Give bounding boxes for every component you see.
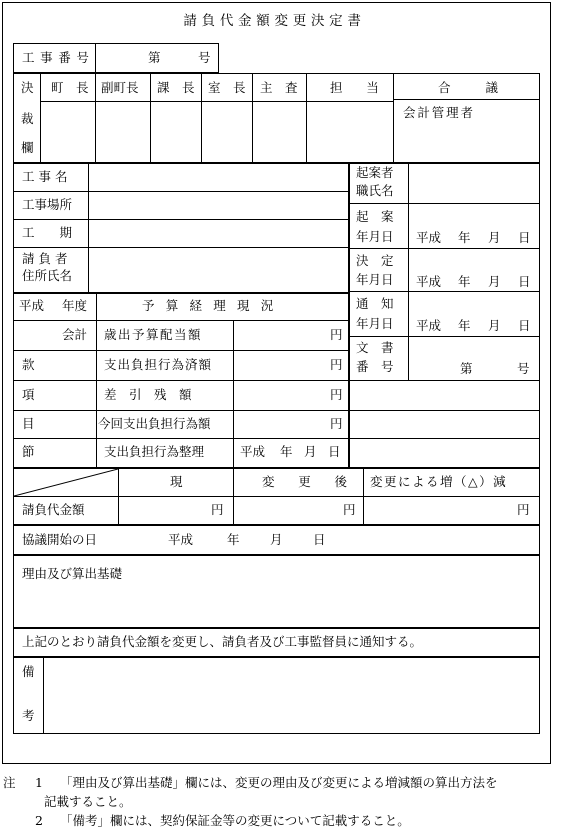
budget-yen-2: 円 (330, 357, 343, 372)
divider (43, 658, 44, 733)
budget-moku-label: 目 (22, 416, 35, 431)
project-number-field[interactable] (108, 52, 138, 66)
divider (40, 74, 41, 162)
notes-label: 注 (3, 775, 16, 790)
budget-yen-3: 円 (330, 387, 343, 402)
divider (350, 336, 539, 337)
draft-date-label-2: 年月日 (356, 229, 394, 244)
divider (350, 410, 539, 411)
budget-date-month: 月 (304, 444, 317, 459)
divider (233, 469, 234, 524)
contract-difference-yen: 円 (517, 502, 530, 517)
divider (95, 74, 96, 162)
note-1-line-1: 「理由及び算出基礎」欄には、変更の理由及び変更による増減額の算出方法を (60, 775, 498, 790)
divider (96, 294, 97, 467)
budget-date-year: 年 (280, 444, 293, 459)
contract-amount-label: 請負代金額 (22, 502, 85, 517)
budget-date-day: 日 (328, 444, 341, 459)
negotiation-label: 協議開始の日 (22, 532, 98, 547)
drafter-label-1: 起案者 (356, 165, 394, 180)
diagonal-line (14, 469, 118, 496)
document-number-go: 号 (517, 361, 530, 376)
approval-mayor: 町 長 (51, 80, 89, 95)
divider (14, 380, 348, 381)
note-2-line-1: 「備考」欄には、契約保証金等の変更について記載すること。 (60, 813, 410, 828)
negotiation-day: 日 (313, 532, 326, 547)
remarks-box (13, 657, 540, 734)
divider (350, 203, 539, 204)
divider (14, 350, 348, 351)
note-1-line-2: 記載すること。 (44, 794, 132, 809)
project-number-dai: 第 (148, 50, 161, 65)
note-2-number: 2 (35, 813, 43, 828)
approval-deputy-mayor: 副町長 (101, 80, 139, 95)
approval-ran: 欄 (21, 140, 34, 155)
approval-ketsu: 決 (21, 80, 34, 95)
budget-kou-label: 項 (22, 387, 35, 402)
budget-fiscal-year: 年度 (62, 298, 88, 313)
change-after-header: 変 更 後 (262, 474, 353, 489)
divider (201, 74, 202, 162)
change-current-header: 現 (170, 474, 183, 489)
decision-date-label-1: 決 定 (356, 253, 394, 268)
notice-date-month: 月 (488, 318, 501, 333)
note-1-number: 1 (35, 775, 43, 790)
decision-date-day: 日 (518, 274, 531, 289)
budget-yen-4: 円 (330, 416, 343, 431)
decision-date-month: 月 (488, 274, 501, 289)
approval-consultation: 合 議 (438, 80, 510, 95)
contractor-label-1: 請 負 者 (22, 251, 68, 266)
divider (233, 320, 234, 467)
draft-date-year: 年 (458, 230, 471, 245)
approval-office-chief: 室 長 (208, 80, 246, 95)
budget-kan-label: 款 (22, 357, 35, 372)
divider (350, 248, 539, 249)
remarks-bi: 備 (22, 664, 35, 679)
notice-date-day: 日 (518, 318, 531, 333)
budget-account-label: 会計 (62, 327, 88, 342)
divider (95, 44, 96, 72)
remarks-ko: 考 (22, 708, 35, 723)
draft-date-heisei: 平成 (416, 230, 442, 245)
drafter-label-2: 職氏名 (356, 183, 394, 198)
project-number-label: 工事番号 (22, 50, 95, 65)
decision-date-label-2: 年月日 (356, 272, 394, 287)
divider (150, 74, 151, 162)
draft-date-day: 日 (518, 230, 531, 245)
contract-after-yen: 円 (343, 502, 356, 517)
divider (393, 99, 539, 100)
divider (408, 164, 409, 380)
divider (40, 101, 393, 102)
reason-label: 理由及び算出基礎 (22, 566, 123, 581)
divider (14, 219, 348, 220)
budget-heisei: 平成 (19, 298, 45, 313)
budget-row-balance: 差 引 残 額 (104, 387, 192, 402)
approval-accounting-manager: 会計管理者 (403, 105, 475, 120)
budget-setsu-label: 節 (22, 444, 35, 459)
divider (14, 320, 348, 321)
negotiation-month: 月 (270, 532, 283, 547)
draft-date-label-1: 起 案 (356, 209, 394, 224)
koki-label: 工 期 (22, 225, 73, 240)
divider (350, 438, 539, 439)
budget-row-settlement: 支出負担行為整理 (104, 444, 205, 459)
divider (14, 247, 348, 248)
contractor-label-2: 住所氏名 (22, 268, 73, 283)
koji-basho-label: 工事場所 (22, 197, 73, 212)
divider (350, 291, 539, 292)
contract-current-yen: 円 (211, 502, 224, 517)
budget-yen-1: 円 (330, 327, 343, 342)
notice-date-label-1: 通 知 (356, 296, 394, 311)
document-number-label-2: 番 号 (356, 359, 394, 374)
approval-chief-clerk: 主 査 (260, 80, 298, 95)
divider (363, 469, 364, 524)
negotiation-heisei: 平成 (168, 532, 194, 547)
statement-text: 上記のとおり請負代金額を変更し、請負者及び工事監督員に通知する。 (22, 634, 423, 649)
draft-date-month: 月 (488, 230, 501, 245)
decision-date-heisei: 平成 (416, 274, 442, 289)
approval-person-in-charge: 担 当 (330, 80, 385, 95)
budget-row-committed: 支出負担行為済額 (104, 357, 213, 372)
budget-row-allocation: 歳出予算配当額 (104, 327, 203, 342)
divider (14, 191, 348, 192)
form-title: 請負代金額変更決定書 (183, 13, 366, 29)
project-number-go: 号 (198, 50, 211, 65)
approval-sai: 裁 (21, 111, 34, 126)
decision-date-year: 年 (458, 274, 471, 289)
notice-date-label-2: 年月日 (356, 316, 394, 331)
document-number-label-1: 文 書 (356, 340, 394, 355)
budget-header: 予算経理現況 (142, 298, 285, 313)
koji-mei-label: 工 事 名 (22, 169, 68, 184)
divider (14, 410, 348, 411)
divider (252, 74, 253, 162)
budget-date-heisei: 平成 (240, 444, 266, 459)
budget-row-this-time: 今回支出負担行為額 (98, 416, 211, 431)
divider (350, 380, 539, 381)
document-number-dai: 第 (460, 361, 473, 376)
divider (14, 438, 348, 439)
divider (14, 496, 539, 497)
change-difference-header: 変更による増（△）減 (370, 474, 508, 489)
divider (393, 74, 394, 162)
divider (306, 74, 307, 162)
notice-date-year: 年 (458, 318, 471, 333)
divider (88, 164, 89, 292)
divider (118, 469, 119, 524)
negotiation-year: 年 (227, 532, 240, 547)
notice-date-heisei: 平成 (416, 318, 442, 333)
approval-section-chief: 課 長 (157, 80, 195, 95)
